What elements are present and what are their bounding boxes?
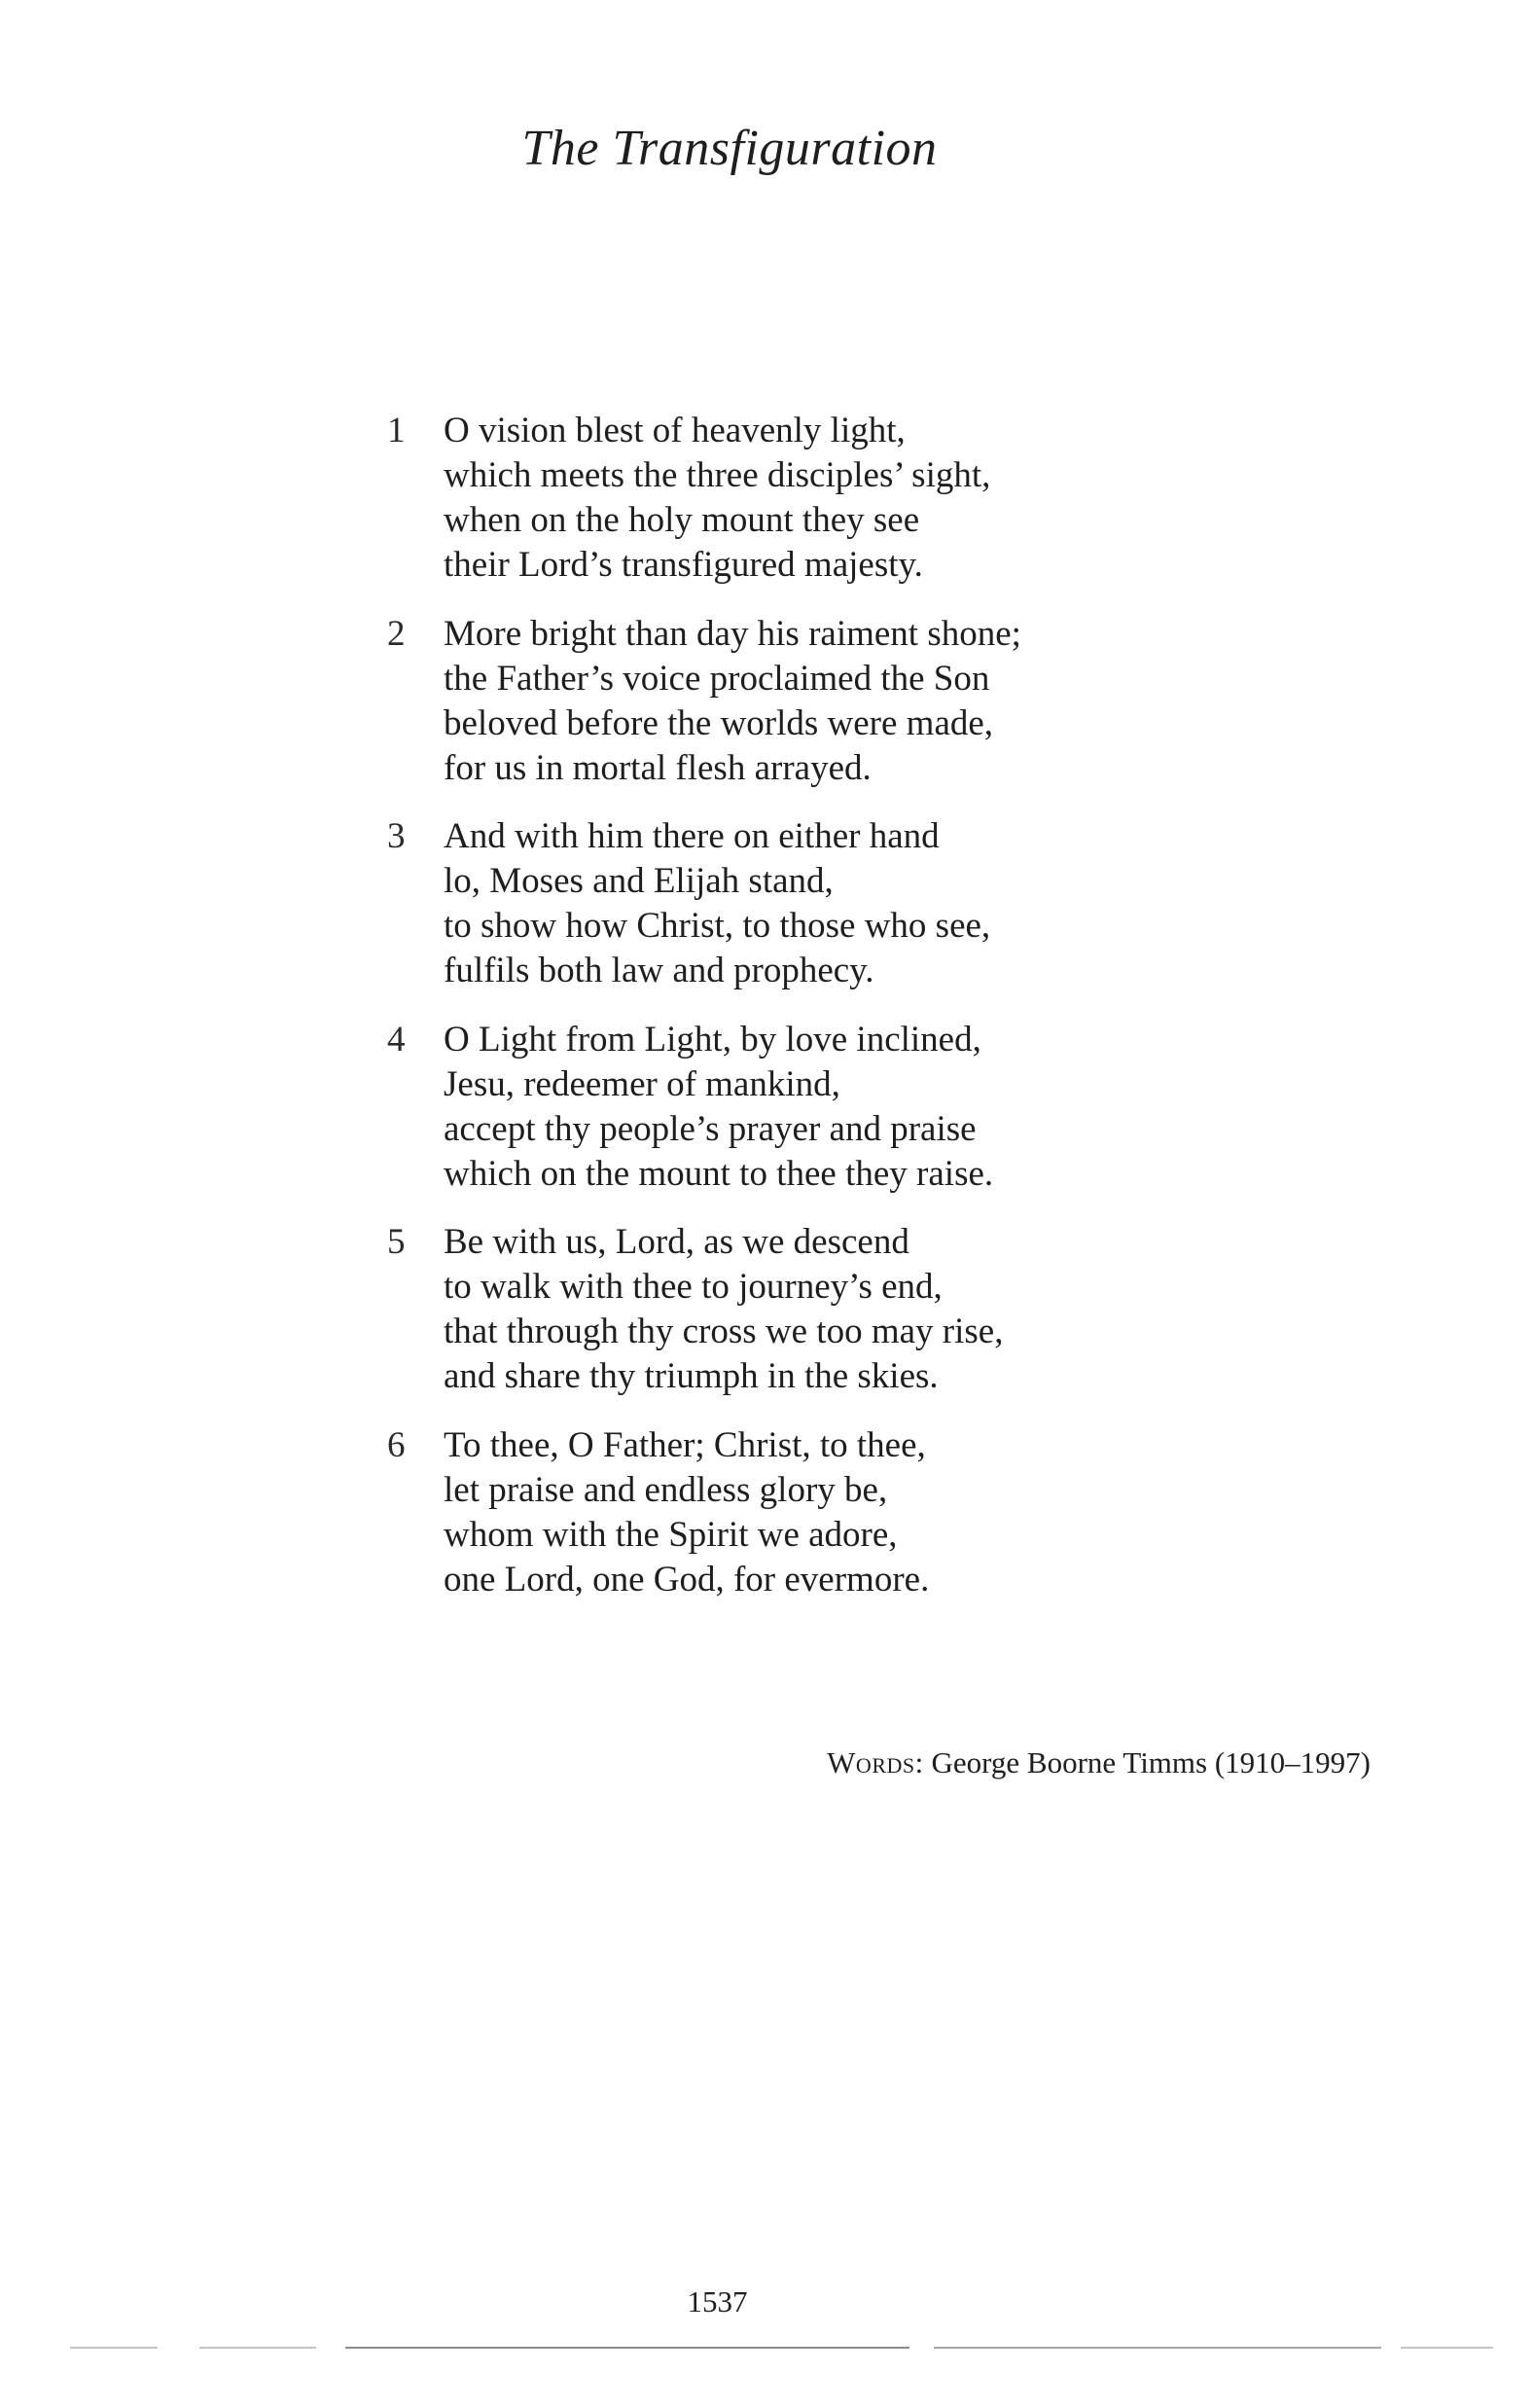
bottom-rule — [70, 2347, 158, 2349]
verse-lines — [444, 1220, 1185, 1399]
verse-line: accept thy people’s prayer and praise — [444, 1108, 977, 1149]
verse-line: their Lord’s transfigured majesty. — [444, 545, 923, 585]
verse-line: And with him there on either hand — [444, 816, 940, 856]
verse-line: Be with us, Lord, as we descend — [444, 1222, 909, 1262]
verse-line: to show how Christ, to those who see, — [444, 906, 991, 946]
verse-lines — [444, 1423, 1185, 1602]
verse-number: 2 — [387, 613, 406, 654]
verse-number: 5 — [387, 1222, 406, 1262]
hymn-title: The Transfiguration — [521, 121, 938, 176]
bottom-rule — [345, 2347, 909, 2349]
verse — [387, 1018, 1185, 1197]
verse-line: O Light from Light, by love inclined, — [444, 1019, 981, 1060]
verse-line: which on the mount to thee they raise. — [444, 1153, 994, 1194]
credit-author: George Boorne Timms (1910–1997) — [931, 1745, 1371, 1779]
verse-number: 3 — [387, 816, 406, 856]
verse-line: which meets the three disciples’ sight, — [444, 455, 991, 495]
bottom-rule — [934, 2347, 1381, 2349]
verse-line: Jesu, redeemer of mankind, — [444, 1063, 840, 1104]
verse-list — [387, 409, 1185, 1626]
verse — [387, 1220, 1185, 1399]
verse-line: that through thy cross we too may rise, — [444, 1312, 1004, 1351]
verse-line: let praise and endless glory be, — [444, 1469, 888, 1510]
verse-line: and share thy triumph in the skies. — [444, 1356, 939, 1396]
verse-number: 4 — [387, 1019, 406, 1060]
bottom-rule — [199, 2347, 316, 2349]
verse-lines — [444, 1018, 1185, 1197]
verse-line: whom with the Spirit we adore, — [444, 1514, 898, 1555]
page-number: 1537 — [687, 2284, 748, 2318]
verse — [387, 814, 1185, 993]
credit-label: Words: — [827, 1745, 924, 1779]
verse-number: 1 — [387, 411, 406, 450]
verse-number: 6 — [387, 1424, 406, 1465]
verse-line: one Lord, one God, for evermore. — [444, 1559, 930, 1599]
verse-line: to walk with thee to journey’s end, — [444, 1267, 943, 1307]
verse-line: beloved before the worlds were made, — [444, 702, 994, 743]
verse-line: To thee, O Father; Christ, to thee, — [444, 1424, 926, 1465]
verse-line: when on the holy mount they see — [444, 500, 920, 540]
verse-line: for us in mortal flesh arrayed. — [444, 747, 872, 788]
bottom-rule — [1401, 2347, 1493, 2349]
verse-lines — [444, 409, 1185, 588]
verse-line: O vision blest of heavenly light, — [444, 411, 906, 450]
verse — [387, 612, 1185, 791]
words-credit — [827, 1743, 1371, 1782]
verse — [387, 409, 1185, 588]
verse-line: More bright than day his raiment shone; — [444, 613, 1021, 654]
verse-line: fulfils both law and prophecy. — [444, 951, 874, 990]
verse-line: lo, Moses and Elijah stand, — [444, 861, 834, 901]
verse-line: the Father’s voice proclaimed the Son — [444, 658, 990, 699]
verse — [387, 1423, 1185, 1602]
verse-lines — [444, 612, 1185, 791]
verse-lines — [444, 814, 1185, 993]
